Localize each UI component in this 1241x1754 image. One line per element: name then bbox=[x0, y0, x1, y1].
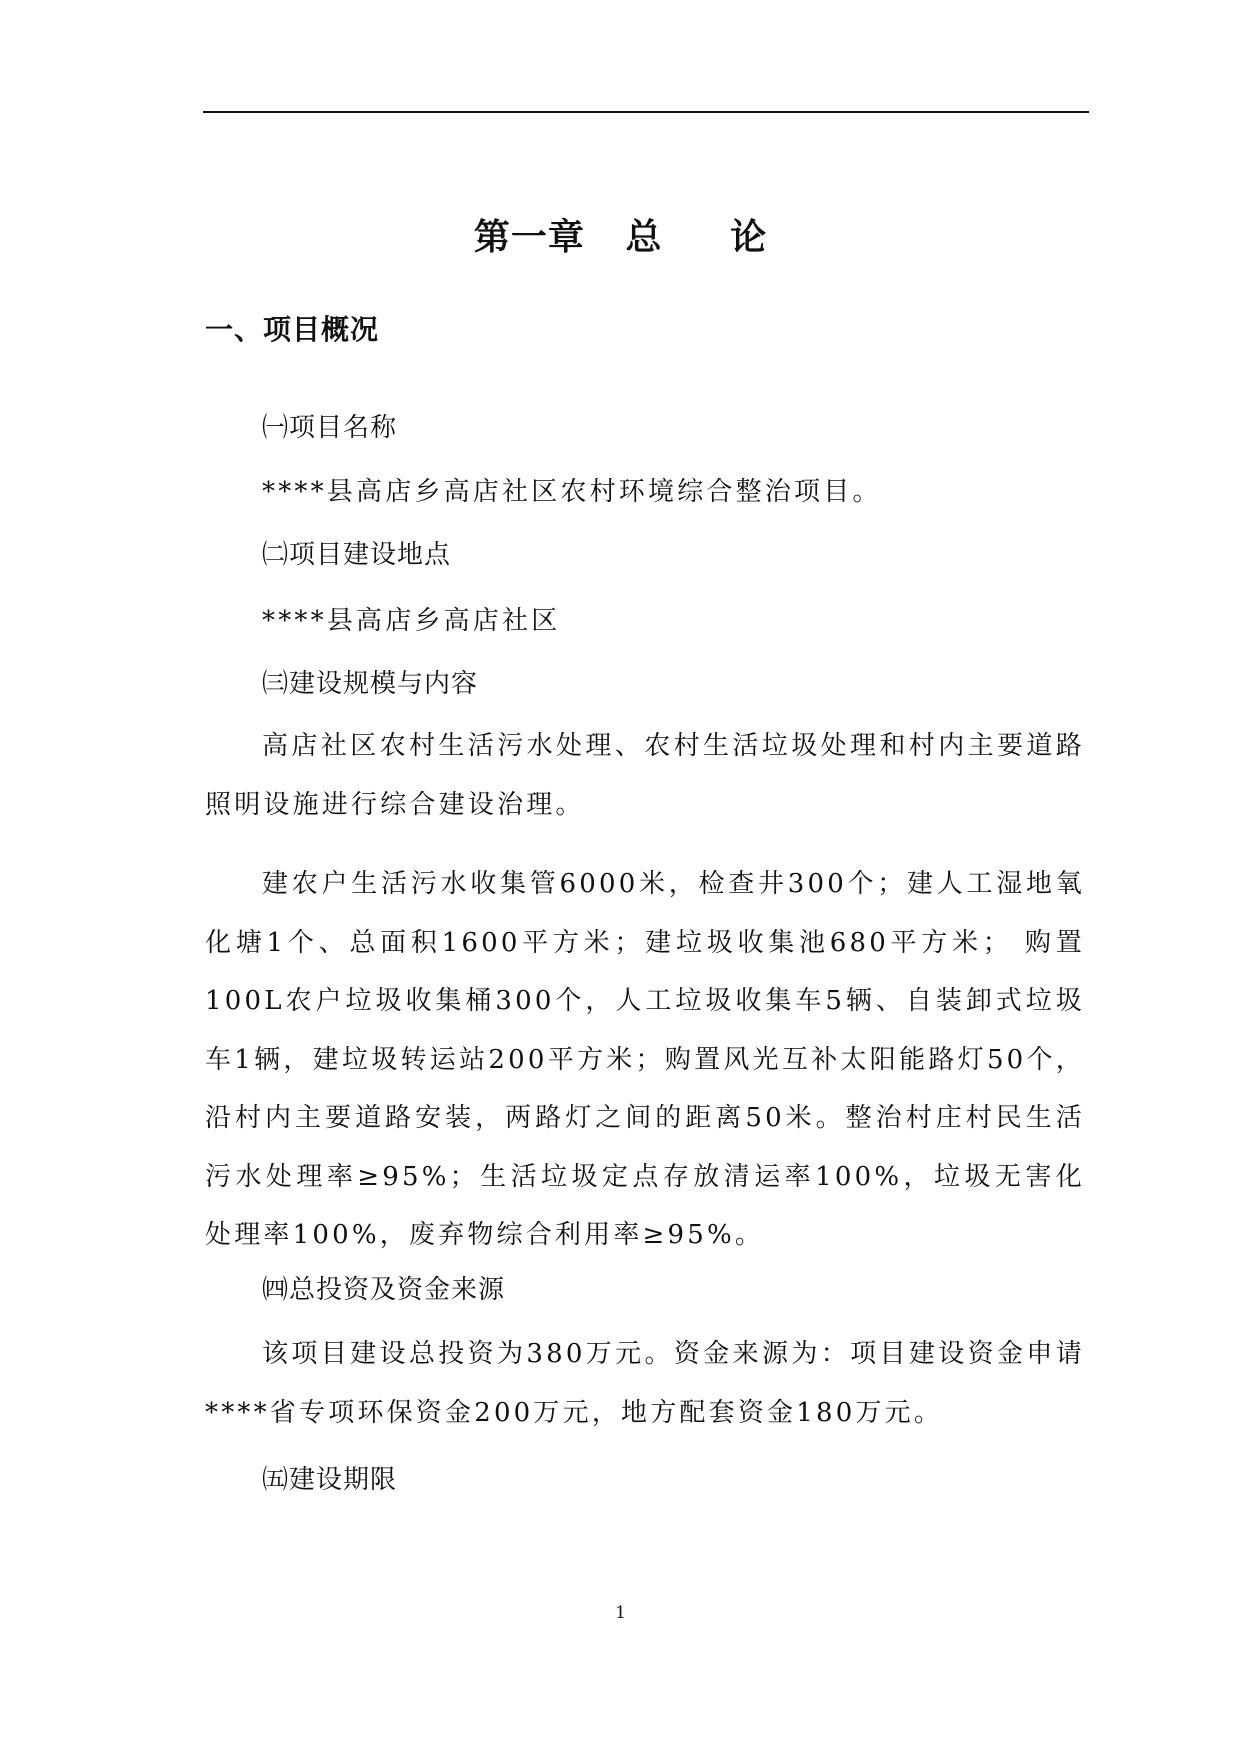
subheading-investment: ㈣总投资及资金来源 bbox=[262, 1275, 506, 1305]
subheading-scale-and-content: ㈢建设规模与内容 bbox=[262, 669, 479, 699]
paragraph-scale-details: 建农户生活污水收集管6000米，检查井300个；建人工湿地氧化塘1个、总面积1600平方米；建垃圾收集池680平方米； 购置100L农户垃圾收集桶300个，人工垃圾收集车5辆、自装卸式垃圾车1辆，建垃圾转运站200平方米；购置风光互补太阳能路灯50个，沿村内主要道路安装，两路灯之间的距离50米。整治村庄村民生活污水处理率≥95%；生活垃圾定点存放清运率100%，垃圾无害化处理率100%，废弃物综合利用率≥95%。 bbox=[205, 869, 1085, 1250]
subheading-construction-period: ㈤建设期限 bbox=[262, 1465, 398, 1495]
paragraph-project-name: ****县高店乡高店社区农村环境综合整治项目。 bbox=[262, 477, 882, 507]
paragraph-project-location: ****县高店乡高店社区 bbox=[262, 606, 561, 636]
subheading-project-name: ㈠项目名称 bbox=[262, 413, 398, 443]
chapter-title: 第一章 总 论 bbox=[473, 217, 768, 258]
header-rule bbox=[203, 111, 1089, 113]
subheading-project-location: ㈡项目建设地点 bbox=[262, 540, 452, 570]
paragraph-scale-summary: 高店社区农村生活污水处理、农村生活垃圾处理和村内主要道路照明设施进行综合建设治理。 bbox=[205, 731, 1085, 820]
section-heading: 一、项目概况 bbox=[205, 313, 380, 346]
page-number: 1 bbox=[615, 1603, 626, 1623]
paragraph-investment: 该项目建设总投资为380万元。资金来源为：项目建设资金申请****省专项环保资金200万元，地方配套资金180万元。 bbox=[205, 1339, 1085, 1428]
